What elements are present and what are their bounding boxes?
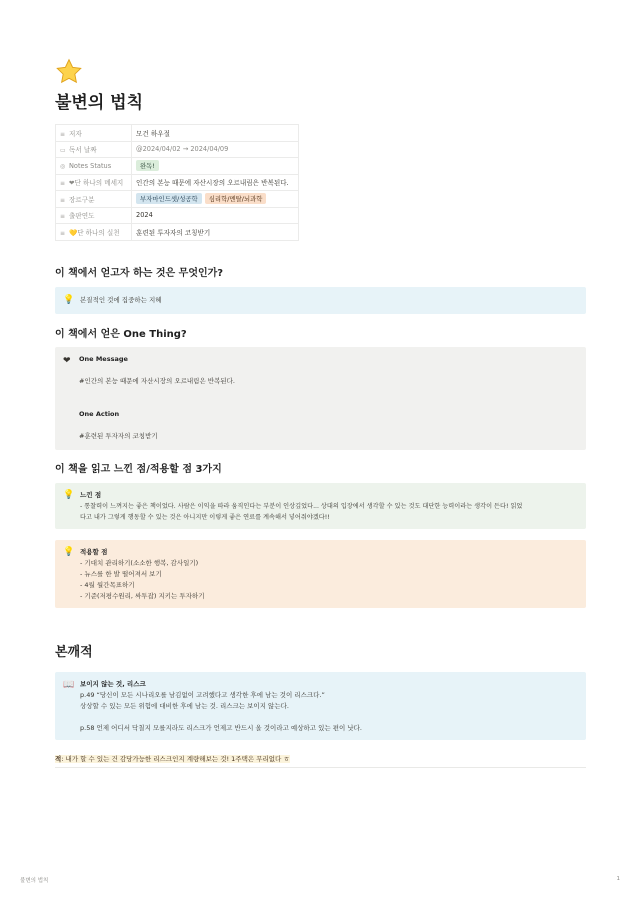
property-row[interactable]: ≡ 장르구분 부자마인드셋/성공학 심리학/멘탈/뇌과학 — [56, 191, 299, 208]
status-badge: 완독! — [136, 160, 159, 171]
status-icon: ◎ — [60, 162, 66, 170]
properties-table — [55, 124, 299, 241]
list-icon: ≡ — [60, 180, 66, 188]
one-action-label: One Action — [79, 410, 120, 418]
list-icon: ≡ — [60, 229, 66, 237]
list-item: - 기준(저평수원리, 싸투잡) 지키는 투자하기 — [80, 592, 205, 600]
genre-tag: 부자마인드셋/성공학 — [136, 193, 202, 204]
list-item: - 뉴스를 한 발 떨어져서 보기 — [80, 570, 162, 578]
genre-tag: 심리학/멘탈/뇌과학 — [205, 193, 267, 204]
list-icon: ≡ — [60, 130, 66, 138]
calendar-icon: ▭ — [60, 147, 66, 155]
footer-title: 불변의 법칙 — [20, 878, 49, 884]
heart-icon: ❤ — [63, 356, 71, 366]
lightbulb-icon: 💡 — [63, 490, 75, 500]
apply-callout[interactable] — [55, 540, 586, 608]
list-item: - 4월 월간목표하기 — [80, 581, 135, 589]
section-heading: 이 책을 읽고 느낀 점/적용할 점 3가지 — [55, 464, 222, 475]
one-message-label: One Message — [79, 355, 128, 363]
property-row[interactable]: ◎ Notes Status 완독! — [56, 158, 299, 175]
property-row[interactable]: ≡ ❤단 하나의 메세지 인간의 본능 때문에 자산시장의 오르내림은 반복된다. — [56, 174, 299, 191]
section-heading: 이 책에서 얻고자 하는 것은 무엇인가? — [55, 268, 224, 279]
one-action-text: #훈련된 투자자의 코칭받기 — [79, 432, 158, 440]
section-heading: 이 책에서 얻은 One Thing? — [55, 329, 187, 340]
quote-callout[interactable]: 📖 보이지 않는 것, 리스크 p.49 “당신이 모든 시나리오를 남김없이 고려했다고 생각한 후에 남는 것이 리스크다.” 상상할 수 있는 모든 위험에 대비한 후에 남는 것. 리스크는 보이지 않는다. p.58 언제 어디서 닥칠지 모를지라도 리스크가 언제고 반드시 올 것이라고 예상하고 있는 편이 낫다. — [55, 672, 586, 740]
book-icon: 📖 — [63, 680, 75, 690]
note-line: 적: 내가 할 수 있는 건 감당가능한 리스크인지 계량해보는 것! 1주택은 무리없다 ㅎ — [55, 755, 290, 763]
property-row[interactable]: ▭ 독서 날짜 @2024/04/02 → 2024/04/09 — [56, 141, 299, 158]
list-icon: ≡ — [60, 213, 66, 221]
list-item: - 기대치 관리하기(소소한 행복, 감사일기) — [80, 559, 199, 567]
lightbulb-icon: 💡 — [63, 295, 75, 305]
felt-label: 느낀 점 — [80, 491, 102, 499]
apply-label: 적용할 점 — [80, 548, 108, 556]
property-row[interactable]: ≡ 저자 모건 하우절 — [56, 125, 299, 142]
lightbulb-icon: 💡 — [63, 547, 75, 557]
divider — [55, 767, 586, 768]
goal-callout[interactable]: 💡 본질적인 것에 집중하는 지혜 — [55, 287, 586, 314]
one-thing-callout[interactable] — [55, 347, 586, 450]
section-heading: 본깨적 — [55, 645, 93, 660]
quote-label: 보이지 않는 것, 리스크 — [80, 680, 146, 688]
one-message-text: #인간의 본능 때문에 자산시장의 오르내림은 반복된다. — [79, 377, 235, 385]
list-icon: ≡ — [60, 196, 66, 204]
star-icon — [55, 58, 83, 86]
property-row[interactable]: ≡ 출판연도 2024 — [56, 207, 299, 224]
felt-callout[interactable]: 💡 느낀 점 - 통찰력이 느껴지는 좋은 책이었다. 사람은 이익을 따라 움직인다는 부분이 인상깊었다... 상대의 입장에서 생각할 수 있는 것도 대단한 능력이라는 생각이 든다! 읽었 다고 내가 그렇게 행동할 수 있는 것은 아니지만 이렇게 좋은 연료를 계속해서 넣어줘야겠다!! — [55, 483, 586, 529]
property-row[interactable]: ≡ 💛단 하나의 실천 훈련된 투자자의 코칭받기 — [56, 224, 299, 241]
page-title: 불변의 법칙 — [55, 93, 144, 113]
page-number: 1 — [616, 876, 620, 882]
